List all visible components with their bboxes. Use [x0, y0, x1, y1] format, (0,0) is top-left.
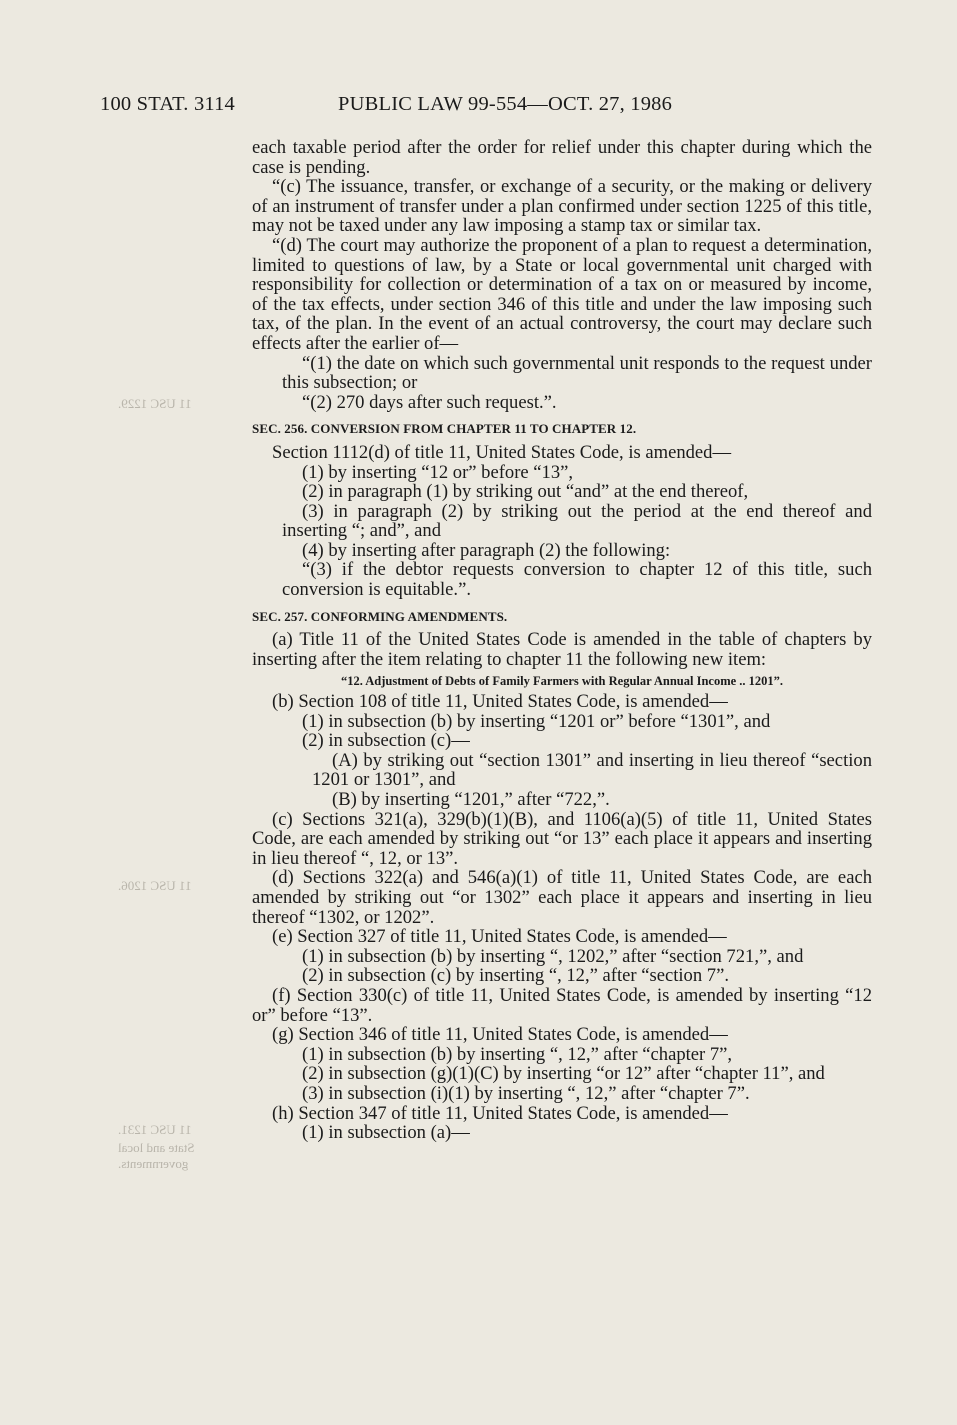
- paragraph: (2) in subsection (c)—: [302, 730, 470, 752]
- paragraph: (B) by inserting “1201,” after “722,”.: [332, 789, 610, 810]
- paragraph: (a) Title 11 of the United States Code is amended in the table of chapters by inserting after the item relating to chapter 11 the following new item:: [252, 629, 872, 670]
- paragraph: “(d) The court may authorize the proponent of a plan to request a determination, limited to questions of law, by a State or local governmental unit charged with responsibility for collection or determination of a tax on or measured by income, of the tax effects, under section 346 of this title and under the law imposing such tax, of the plan. In the event of an actual controversy, the court may declare such effects after the earlier of—: [252, 234, 872, 354]
- paragraph: each taxable period after the order for relief under this chapter during which the case is pending.: [252, 137, 872, 178]
- stat-citation: 100 STAT. 3114: [100, 93, 235, 115]
- paragraph: (c) Sections 321(a), 329(b)(1)(B), and 1106(a)(5) of title 11, United States Code, are each amended by striking out “or 13” each place it appears and inserting in lieu thereof “, 12, or 13”.: [252, 808, 872, 869]
- paragraph: (2) in paragraph (1) by striking out “and” at the end thereof,: [302, 481, 749, 503]
- section-heading: SEC. 257. CONFORMING AMENDMENTS.: [252, 608, 508, 624]
- paragraph: (d) Sections 322(a) and 546(a)(1) of title 11, United States Code, are each amended by striking out “or 1302” each place it appears and inserting in lieu thereof “1302, or 1202”.: [252, 867, 872, 928]
- paragraph: (3) in subsection (i)(1) by inserting “, 12,” after “chapter 7”.: [302, 1082, 750, 1104]
- paragraph: (1) in subsection (b) by inserting “1201 or” before “1301”, and: [302, 710, 771, 732]
- paragraph: (1) in subsection (a)—: [302, 1122, 470, 1144]
- paragraph: Section 1112(d) of title 11, United States Code, is amended—: [272, 441, 732, 463]
- paragraph: (4) by inserting after paragraph (2) the following:: [302, 539, 671, 561]
- page-header: [100, 93, 860, 123]
- section-heading: SEC. 256. CONVERSION FROM CHAPTER 11 TO CHAPTER 12.: [252, 421, 637, 437]
- paragraph: (2) in subsection (c) by inserting “, 12,” after “section 7”.: [302, 965, 729, 987]
- margin-note: governments.: [118, 1156, 189, 1171]
- margin-note: 11 USC 1206.: [118, 878, 192, 893]
- paragraph: (2) in subsection (g)(1)(C) by inserting “or 12” after “chapter 11”, and: [302, 1063, 825, 1085]
- paragraph: (f) Section 330(c) of title 11, United States Code, is amended by inserting “12 or” before “13”.: [252, 984, 872, 1026]
- paragraph: (A) by striking out “section 1301” and inserting in lieu thereof “section 1201 or 1301”, and: [312, 749, 872, 791]
- margin-note: 11 USC 1229.: [118, 396, 192, 411]
- paragraph: (1) by inserting “12 or” before “13”,: [302, 461, 574, 483]
- paragraph: (e) Section 327 of title 11, United States Code, is amended—: [272, 926, 727, 948]
- margin-note: State and local: [118, 1140, 195, 1155]
- paragraph: “(1) the date on which such governmental unit responds to the request under this subsection; or: [282, 352, 872, 394]
- paragraph: (h) Section 347 of title 11, United States Code, is amended—: [272, 1102, 728, 1124]
- public-law-title: PUBLIC LAW 99-554—OCT. 27, 1986: [338, 93, 673, 115]
- paragraph: (b) Section 108 of title 11, United States Code, is amended—: [272, 691, 728, 713]
- paragraph: “(3) if the debtor requests conversion to chapter 12 of this title, such conversion is equitable.”.: [282, 559, 872, 601]
- paragraph: (1) in subsection (b) by inserting “, 1202,” after “section 721,”, and: [302, 945, 804, 967]
- margin-note: 11 USC 1231.: [118, 1122, 192, 1137]
- paragraph: (1) in subsection (b) by inserting “, 12,” after “chapter 7”,: [302, 1043, 733, 1065]
- document-body: [252, 138, 872, 1143]
- table-item: “12. Adjustment of Debts of Family Farmers with Regular Annual Income .. 1201”.: [340, 674, 784, 689]
- paragraph: (3) in paragraph (2) by striking out the period at the end thereof and inserting “; and”, and: [282, 500, 872, 542]
- paragraph: (g) Section 346 of title 11, United States Code, is amended—: [272, 1024, 728, 1046]
- paragraph: “(c) The issuance, transfer, or exchange of a security, or the making or delivery of an instrument of transfer under a plan confirmed under section 1225 of this title, may not be taxed under any law imposing a stamp tax or similar tax.: [252, 176, 872, 237]
- paragraph: “(2) 270 days after such request.”.: [302, 391, 557, 413]
